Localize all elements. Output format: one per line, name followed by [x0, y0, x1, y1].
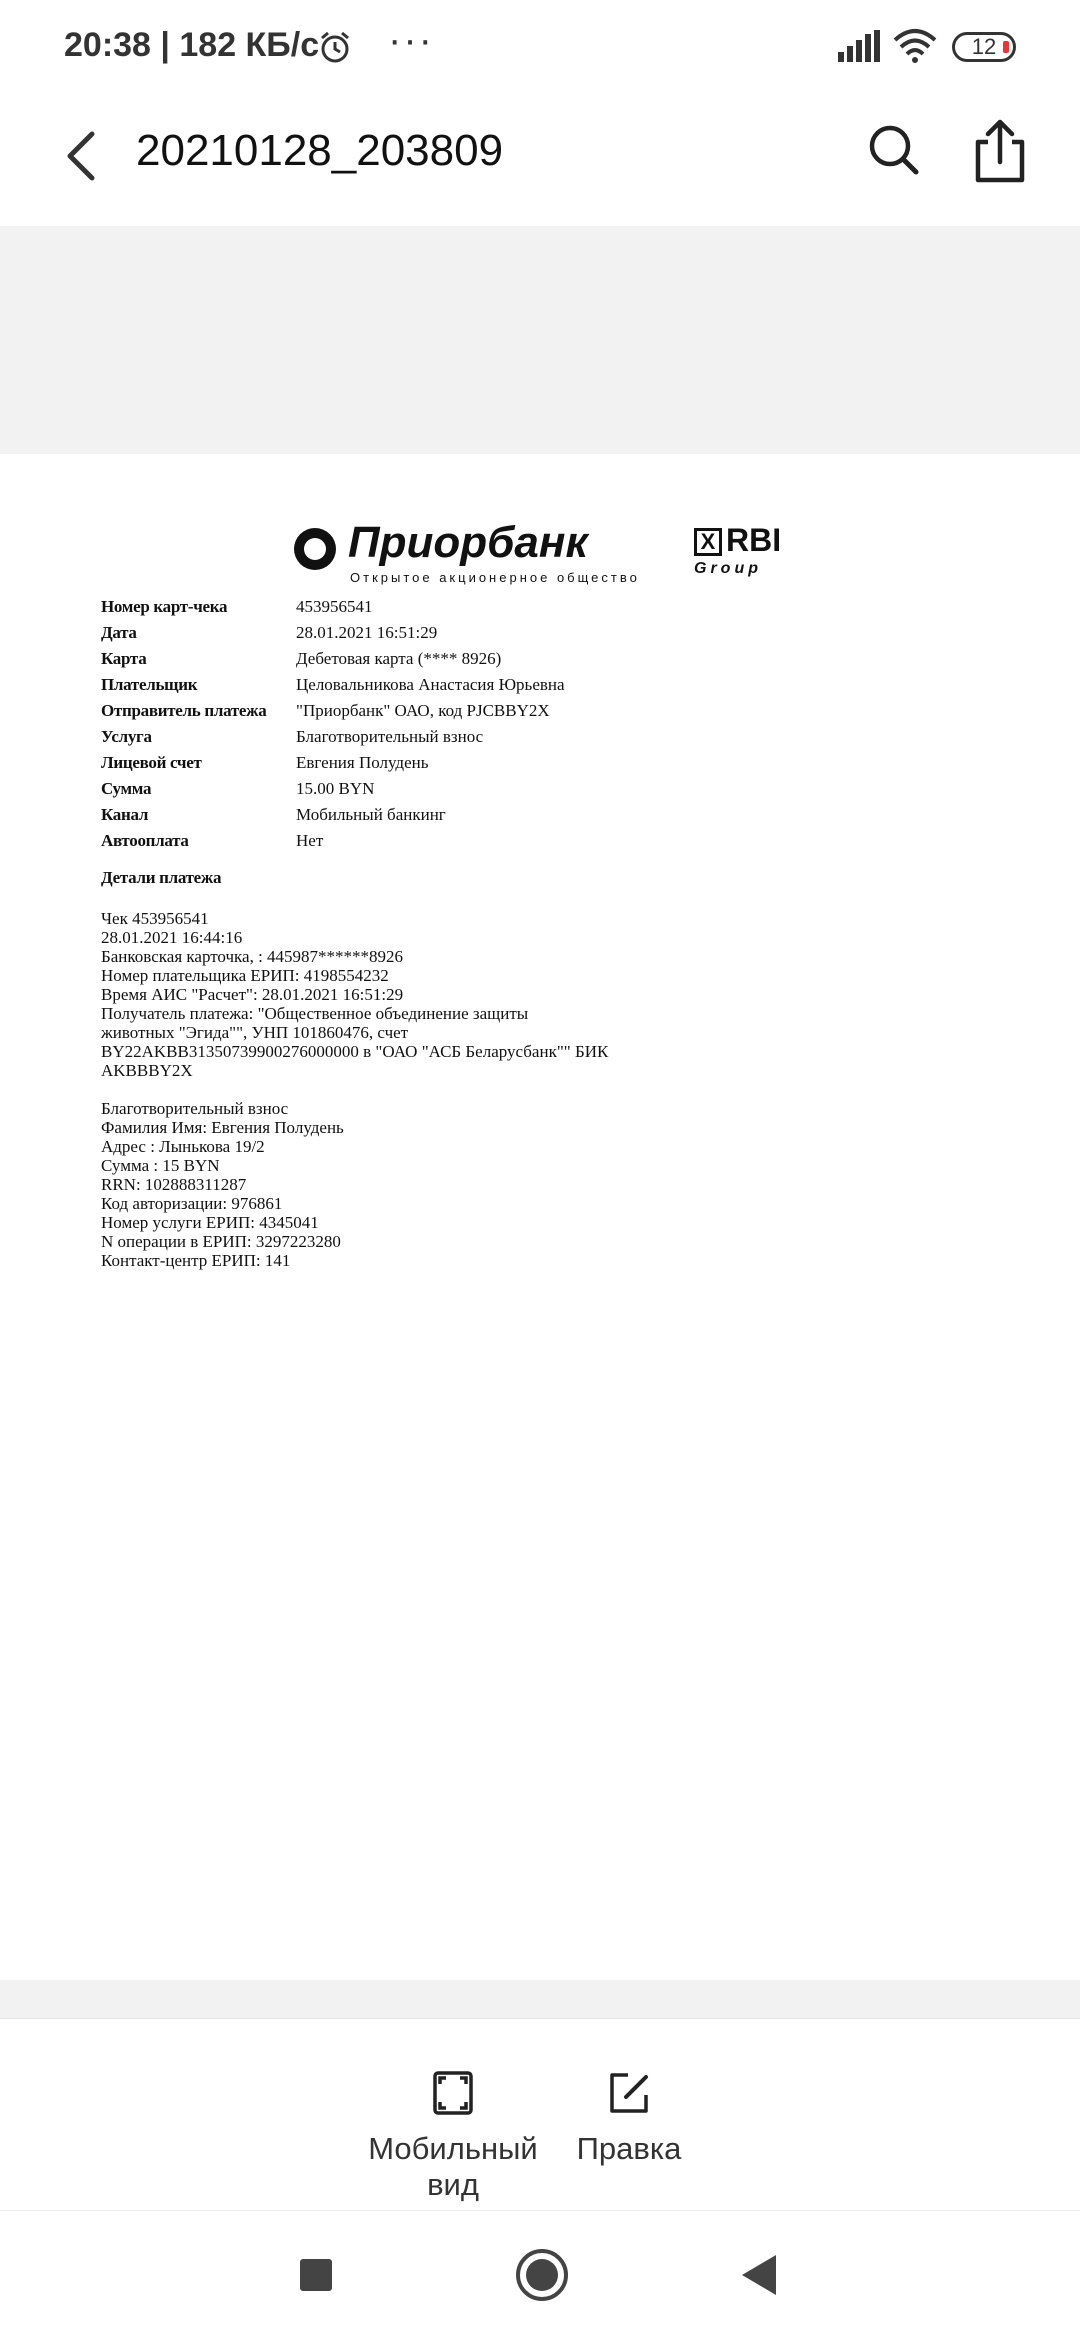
document-top-margin [0, 226, 1080, 454]
alarm-icon [318, 30, 352, 64]
bank-name: Приорбанк [348, 518, 588, 567]
mobile-view-button[interactable] [360, 2069, 546, 2203]
field-value: Целовальникова Анастасия Юрьевна [296, 675, 565, 694]
edit-icon [606, 2069, 652, 2117]
mobile-view-label: Мобильный вид [368, 2131, 538, 2202]
field-label: Дата [101, 623, 137, 642]
rbi-box-icon: X [694, 528, 722, 556]
home-icon[interactable] [516, 2249, 568, 2301]
field-label: Отправитель платежа [101, 701, 267, 720]
battery-level: 12 [971, 34, 997, 59]
field-value: Дебетовая карта (**** 8926) [296, 649, 502, 668]
field-label: Автооплата [101, 831, 189, 850]
field-label: Канал [101, 805, 149, 824]
field-row [101, 620, 901, 646]
priorbank-emblem-icon [294, 528, 336, 570]
bottom-action-bar [0, 2018, 1080, 2211]
recent-apps-icon[interactable] [300, 2259, 332, 2291]
system-nav-bar [0, 2210, 1080, 2341]
receipt-fields [101, 594, 901, 854]
more-indicator: ··· [388, 18, 434, 62]
field-label: Плательщик [101, 675, 198, 694]
file-title: 20210128_203809 [136, 126, 504, 175]
bank-subtitle: Открытое акционерное общество [350, 570, 640, 585]
status-time: 20:38 | 182 КБ/с [64, 26, 320, 64]
field-value: 28.01.2021 16:51:29 [296, 623, 438, 642]
document-bottom-margin [0, 1980, 1080, 2018]
app-bar [0, 96, 1080, 226]
field-row [101, 750, 901, 776]
field-row [101, 802, 901, 828]
details-title: Детали платежа [101, 868, 222, 887]
fullscreen-frame-icon [431, 2069, 475, 2117]
receipt-document[interactable] [0, 454, 1080, 1980]
field-value: 15.00 BYN [296, 779, 375, 798]
wifi-icon [892, 28, 938, 64]
edit-label: Правка [576, 2131, 682, 2166]
battery-icon [952, 32, 1016, 62]
field-value: Благотворительный взнос [296, 727, 484, 746]
priorbank-logo [294, 518, 788, 592]
edit-button[interactable] [566, 2069, 692, 2167]
rbi-group-text: Group [694, 560, 762, 577]
status-bar [0, 0, 1080, 96]
field-label: Лицевой счет [101, 753, 202, 772]
field-value: 453956541 [296, 597, 373, 616]
field-value: Мобильный банкинг [296, 805, 446, 824]
field-label: Номер карт-чека [101, 597, 228, 616]
field-label: Услуга [101, 727, 152, 746]
field-value: Евгения Полудень [296, 753, 429, 772]
field-row [101, 672, 901, 698]
rbi-group-logo [694, 522, 788, 592]
rbi-mark: RBI [726, 522, 782, 558]
field-row [101, 594, 901, 620]
field-value: Нет [296, 831, 324, 850]
field-row [101, 724, 901, 750]
back-arrow-icon[interactable] [54, 124, 110, 188]
share-icon[interactable] [968, 114, 1032, 186]
field-row [101, 646, 901, 672]
back-icon[interactable] [742, 2255, 776, 2295]
payment-details-text: Чек 453956541 28.01.2021 16:44:16 Банковская карточка, : 445987******8926 Номер плательщика ЕРИП: 4198554232 Время АИС "Расчет": 28.01.2021 16:51:29 Получатель платежа: "Общественное объединение защиты животных "Эгида"", УНП 101860476, счет BY22AKBB31350739900276000000 в "ОАО "АСБ Беларусбанк"" БИК AKBBBY2X Благотворительный взнос Фамилия Имя: Евгения Полудень Адрес : Лынькова 19/2 Сумма : 15 BYN RRN: 102888311287 Код авторизации: 976861 Номер услуги ЕРИП: 4345041 N операции в ЕРИП: 3297223280 Контакт-центр ЕРИП: 141 [101, 909, 609, 1270]
field-value: "Приорбанк" ОАО, код PJCBBY2X [296, 701, 550, 720]
field-label: Сумма [101, 779, 152, 798]
search-icon[interactable] [862, 118, 926, 182]
field-row [101, 776, 901, 802]
field-row [101, 828, 901, 854]
field-label: Карта [101, 649, 147, 668]
field-row [101, 698, 901, 724]
network-speed: | 182 КБ/с [160, 26, 320, 64]
signal-icon [838, 30, 882, 62]
